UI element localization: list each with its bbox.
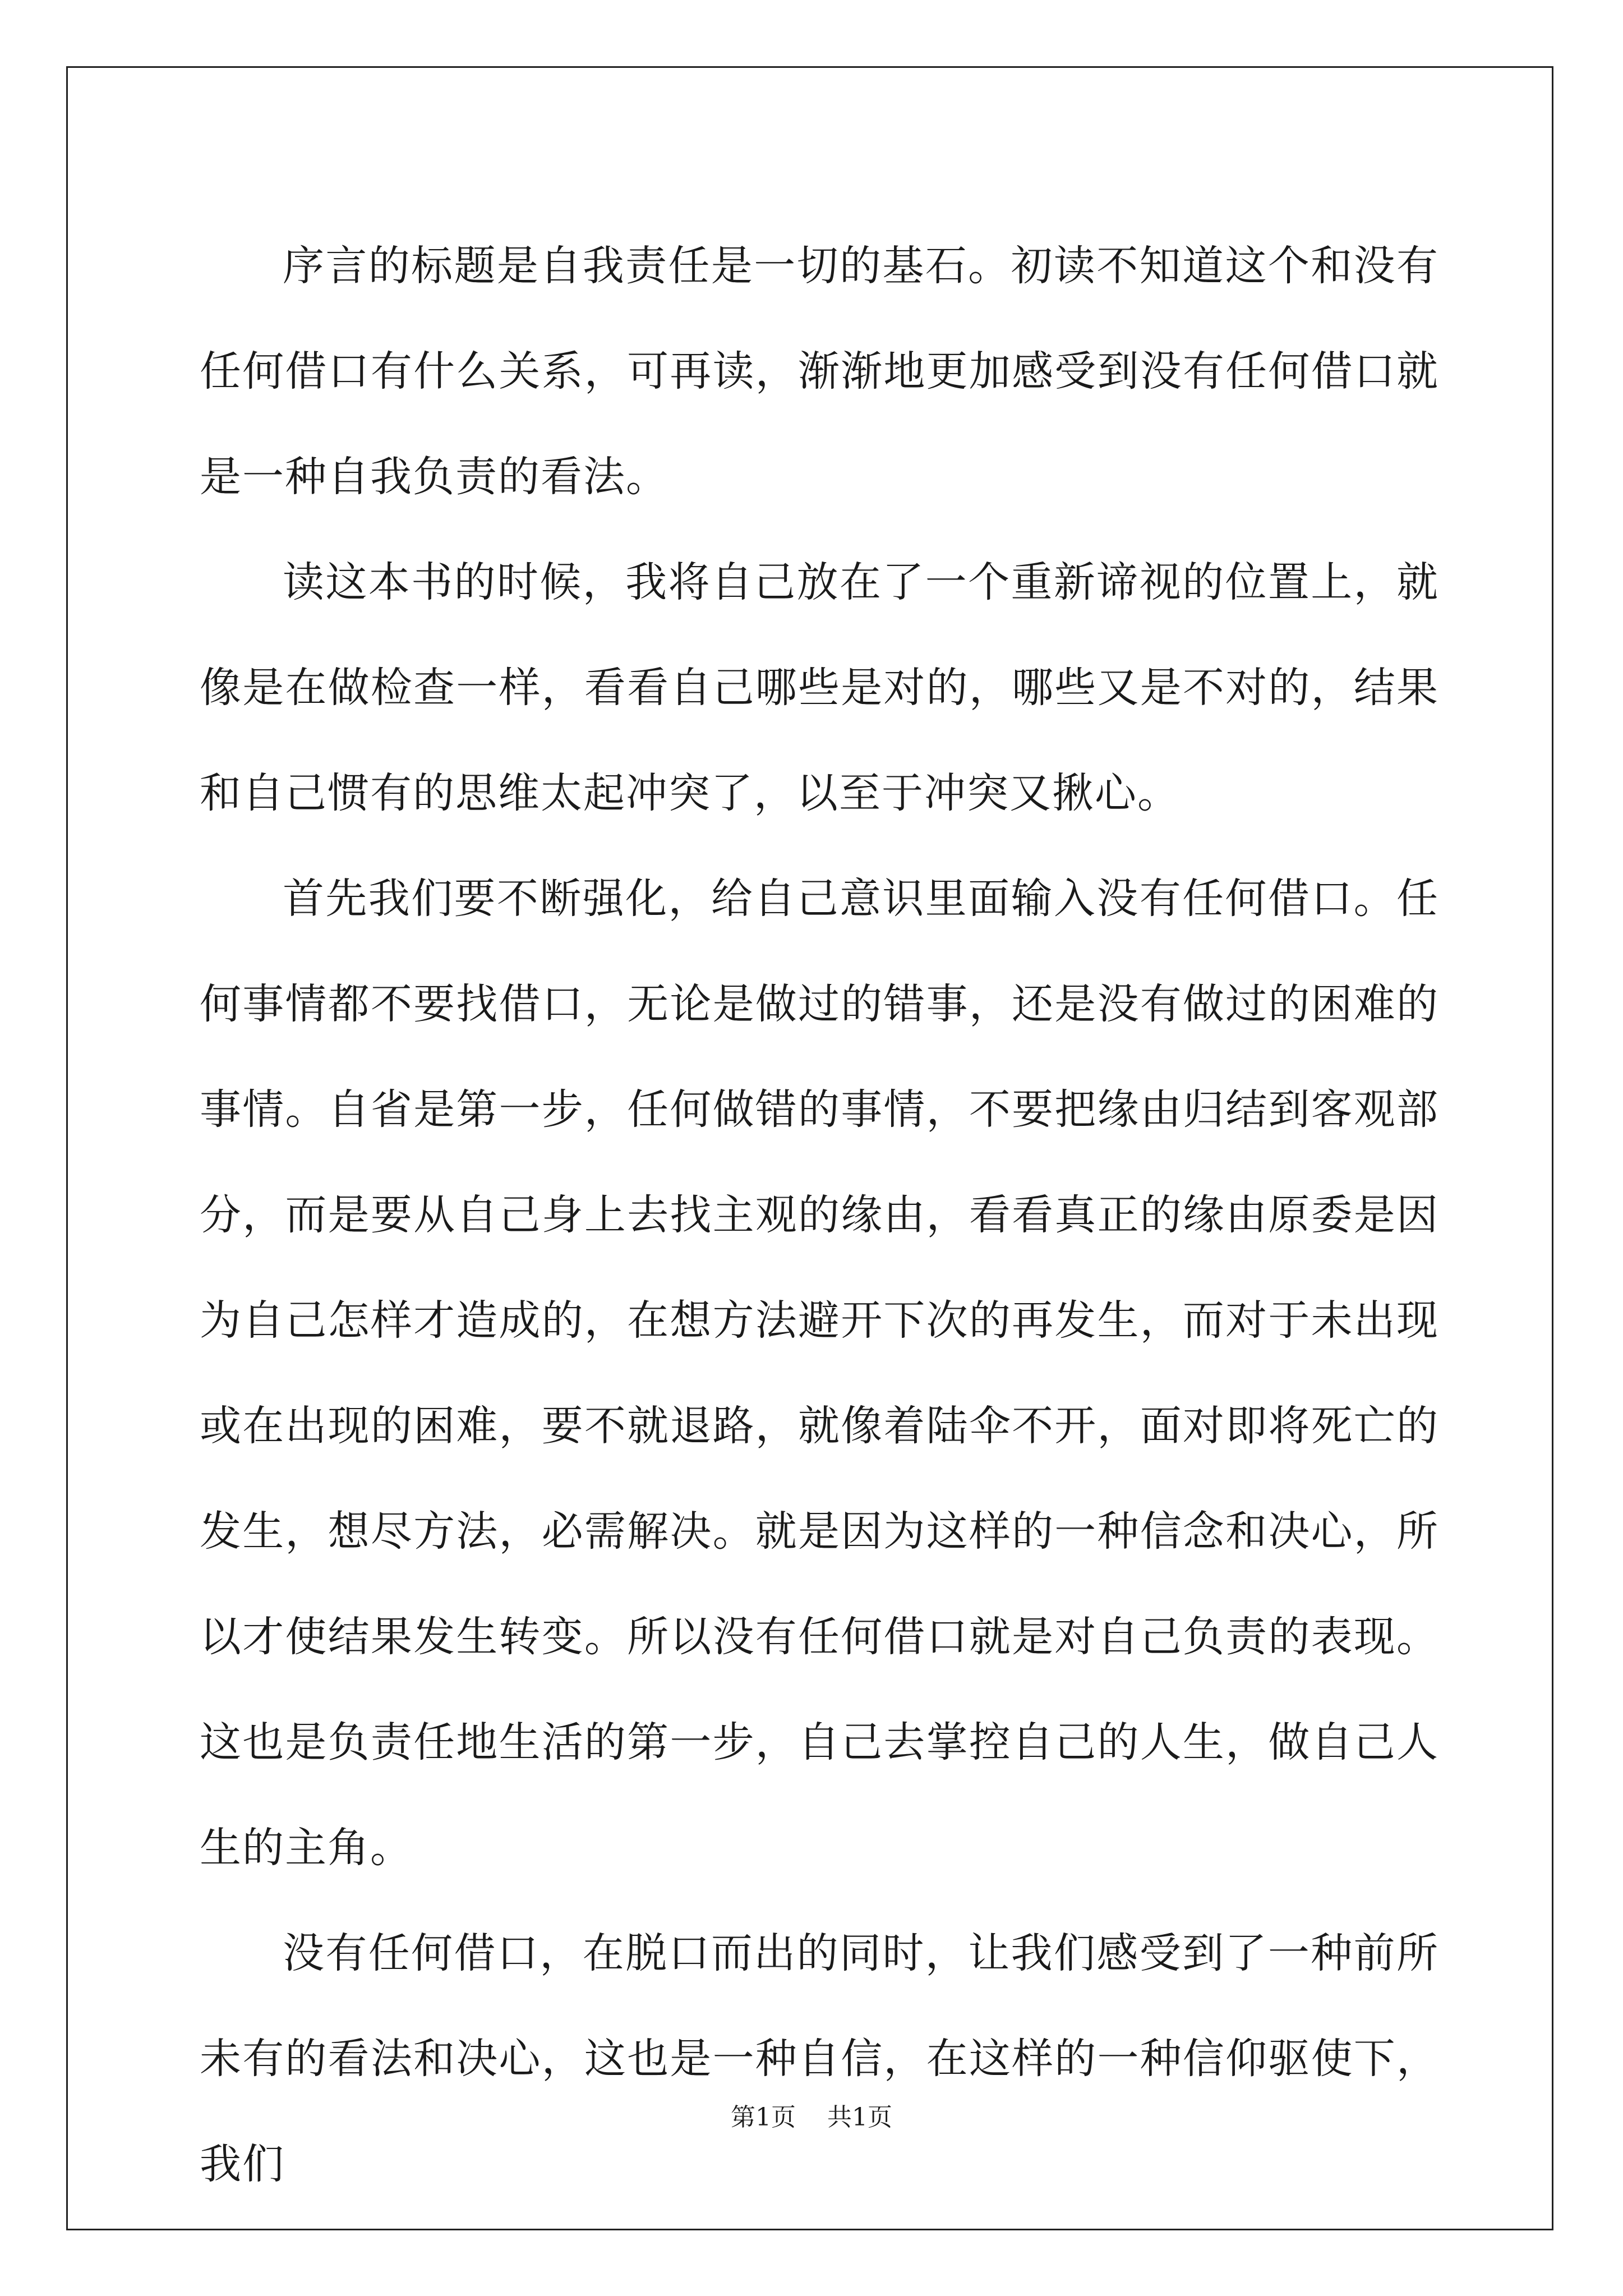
page-number-current: 第1页 <box>731 2103 796 2132</box>
paragraph-3: 首先我们要不断强化，给自己意识里面输入没有任何借口。任何事情都不要找借口，无论是做过的错事，还是没有做过的困难的事情。自省是第一步，任何做错的事情，不要把缘由归结到客观部分，而是要从自己身上去找主观的缘由，看看真正的缘由原委是因为自己怎样才造成的，在想方法避开下次的再发生，而对于未出现或在出现的困难，要不就退路，就像着陆伞不开，面对即将死亡的发生，想尽方法，必需解决。就是因为这样的一种信念和决心，所以才使结果发生转变。所以没有任何借口就是对自己负责的表现。这也是负责任地生活的第一步，自己去掌控自己的人生，做自己人生的主角。 <box>200 875 1439 1872</box>
document-body <box>200 213 1439 2217</box>
paragraph-2: 读这本书的时候，我将自己放在了一个重新谛视的位置上，就像是在做检查一样，看看自己哪些是对的，哪些又是不对的，结果和自己惯有的思维太起冲突了，以至于冲突又揪心。 <box>200 558 1439 817</box>
page-footer <box>0 2097 1623 2133</box>
paragraph-1: 序言的标题是自我责任是一切的基石。初读不知道这个和没有任何借口有什么关系，可再读，渐渐地更加感受到没有任何借口就是一种自我负责的看法。 <box>200 242 1439 501</box>
page-number-total: 共1页 <box>827 2103 892 2132</box>
paragraph-4: 没有任何借口，在脱口而出的同时，让我们感受到了一种前所未有的看法和决心，这也是一种自信，在这样的一种信仰驱使下，我们 <box>200 1929 1439 2188</box>
